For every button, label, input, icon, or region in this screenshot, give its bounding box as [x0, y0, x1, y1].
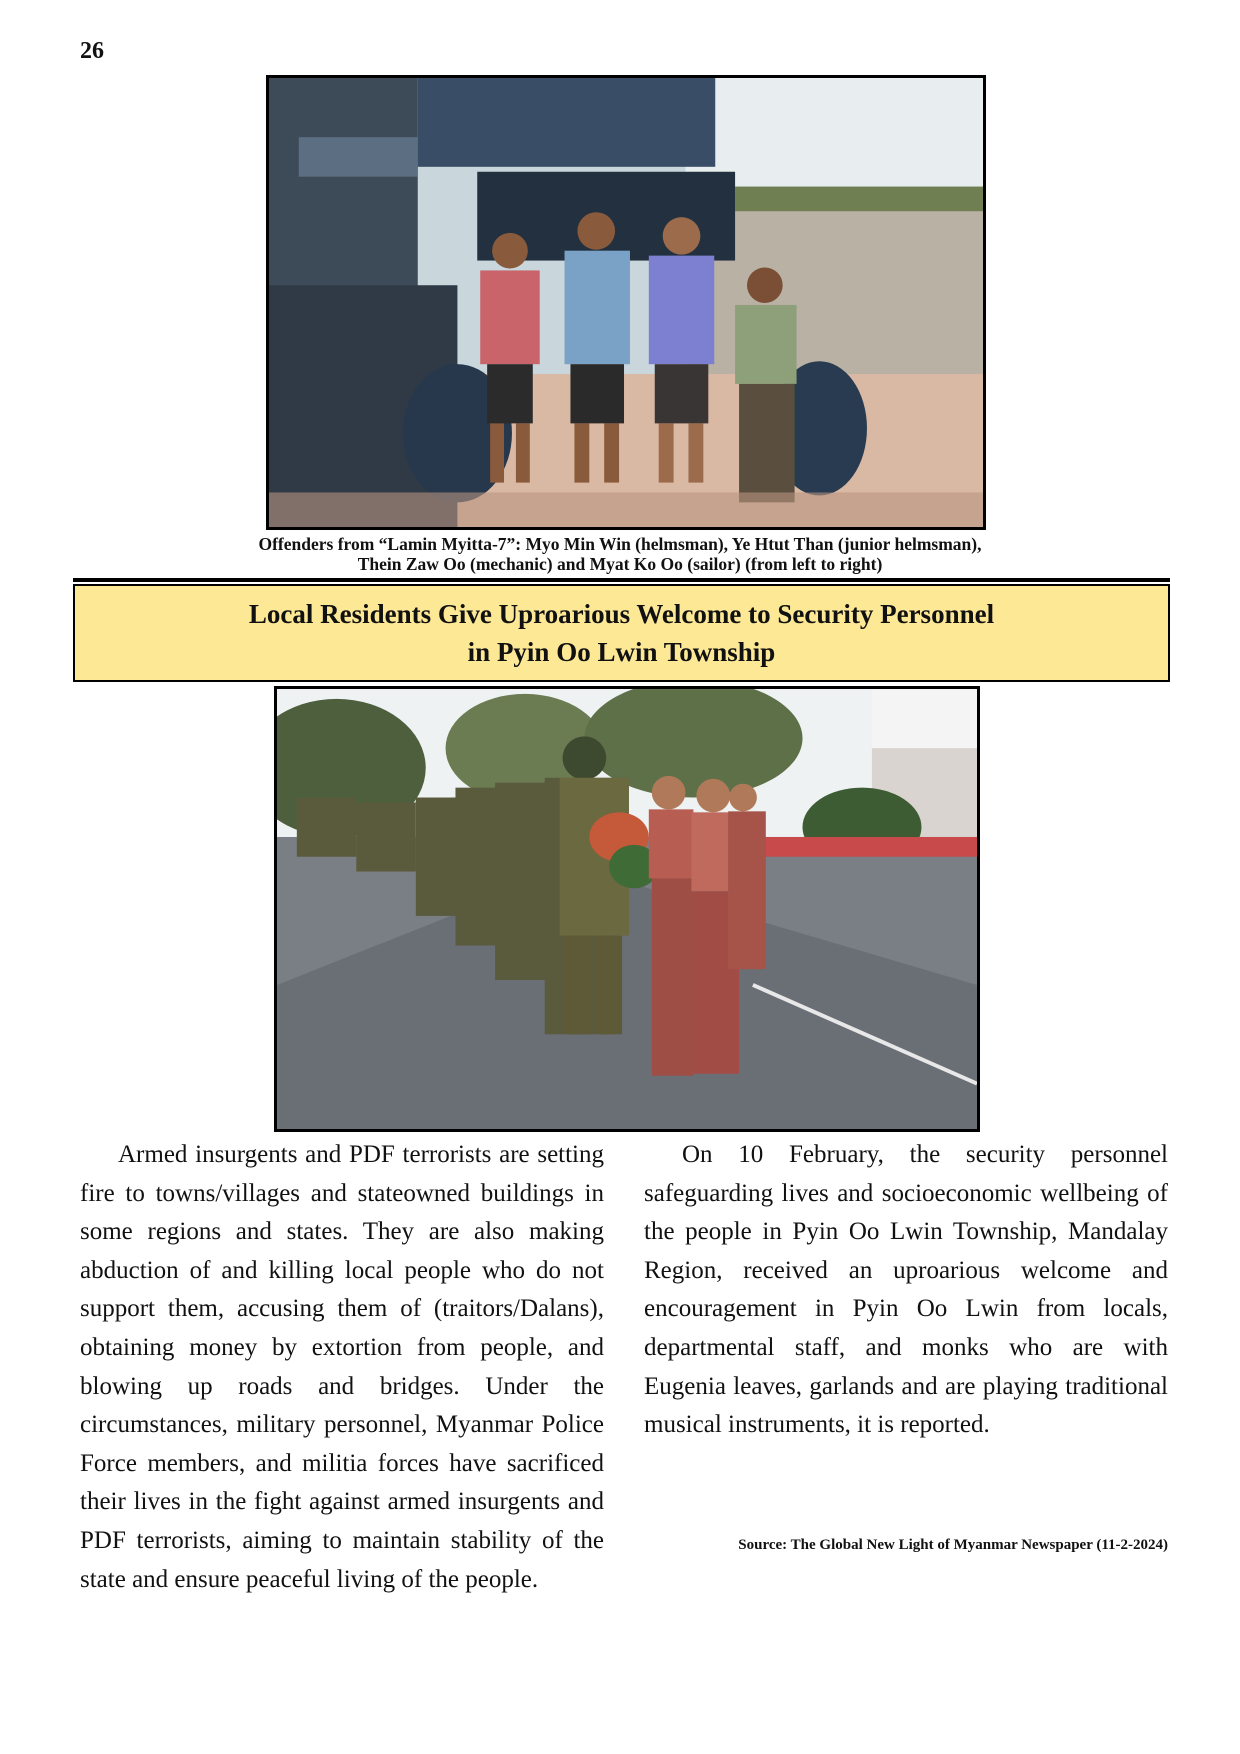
article-body-right-column — [644, 1136, 1168, 1445]
article-paragraph: Armed insurgents and PDF terrorists are setting fire to towns/villages and stateowned buildings in some regions and states. They are also making abduction of and killing local people who do not support them, accusing them of (traitors/Dalans), obtaining money by extortion from people, and blowing up roads and bridges. Under the circumstances, military personnel, Myanmar Police Force members, and militia forces have sacrificed their lives in the fight against armed insurgents and PDF terrorists, aiming to maintain stability of the state and ensure peaceful living of the people. — [80, 1141, 604, 1593]
caption-line-1: Offenders from “Lamin Myitta-7”: Myo Min Win (helmsman), Ye Htut Than (junior helmsman), — [258, 534, 982, 554]
article-paragraph: On 10 February, the security personnel safeguarding lives and socioeconomic wellbeing of the people in Pyin Oo Lwin Township, Mandalay Region, received an uproarious welcome and encouragement in Pyin Oo Lwin from locals, departmental staff, and monks who are with Eugenia leaves, garlands and are playing traditional musical instruments, it is reported. — [644, 1141, 1168, 1439]
article-body-left-column — [80, 1136, 604, 1599]
photo-caption — [120, 534, 1120, 574]
headline-line-2: in Pyin Oo Lwin Township — [467, 637, 776, 667]
welcome-parade-photo — [274, 686, 980, 1132]
section-divider — [73, 578, 1170, 582]
page-number: 26 — [80, 38, 104, 64]
offenders-boat-photo — [266, 75, 986, 530]
headline-line-1: Local Residents Give Uproarious Welcome to Security Personnel — [248, 599, 995, 629]
caption-line-2: Thein Zaw Oo (mechanic) and Myat Ko Oo (sailor) (from left to right) — [357, 554, 883, 574]
source-credit: Source: The Global New Light of Myanmar Newspaper (11-2-2024) — [738, 1537, 1168, 1553]
article-headline — [73, 584, 1170, 682]
